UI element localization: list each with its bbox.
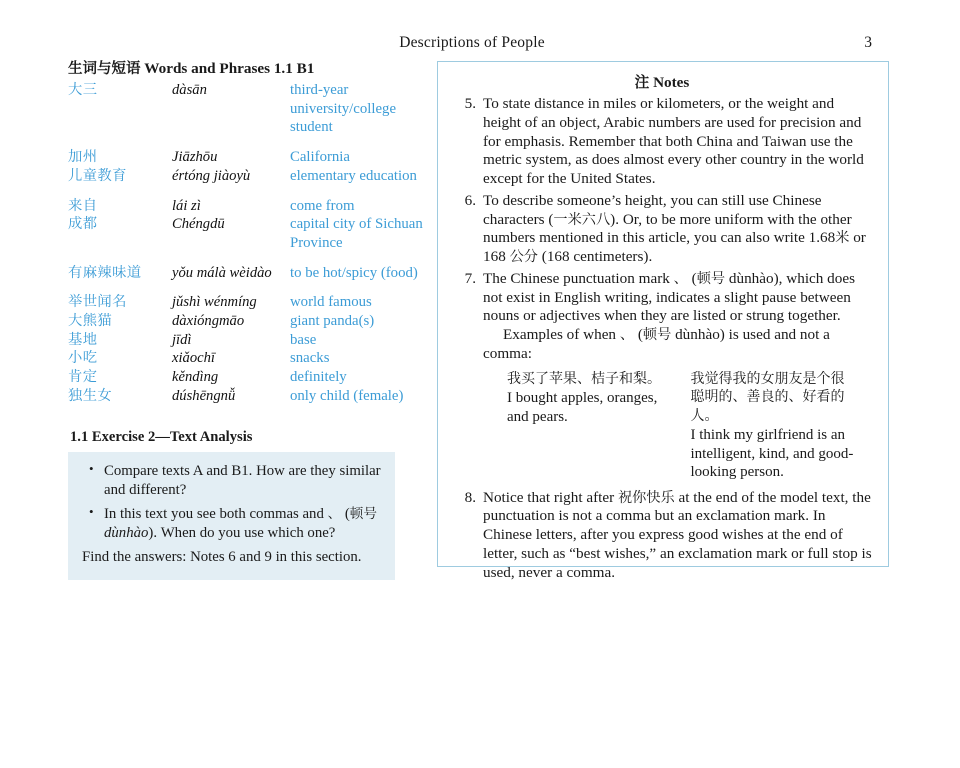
vocabulary-table-body (68, 81, 423, 406)
running-title: Descriptions of People (399, 34, 545, 51)
vocabulary-cell-english: world famous (290, 294, 372, 311)
note-text: dùnhào) is used and not a comma: (483, 326, 830, 362)
vocabulary-cell-english: snacks (290, 350, 330, 367)
vocabulary-row (68, 253, 423, 283)
vocabulary-cell-pinyin: dàxióngmāo (172, 313, 245, 330)
vocabulary-cell-pinyin: xiǎochī (172, 350, 215, 367)
vocabulary-row (68, 312, 423, 331)
vocabulary-row (68, 282, 423, 312)
exercise-bullet-list (82, 462, 381, 544)
note-cjk-text: 公分 (509, 249, 538, 266)
vocabulary-row (68, 137, 423, 167)
exercise-heading: 1.1 Exercise 2—Text Analysis (70, 428, 253, 445)
note-text: To describe someone’s height, you can still use Chinese characters ( (483, 191, 822, 228)
note-text: (168 centimeters). (537, 248, 653, 266)
note-body (483, 192, 866, 265)
note-number: 6. (464, 191, 476, 209)
vocabulary-row (68, 387, 423, 406)
vocabulary-cell-hanzi: 独生女 (68, 387, 113, 404)
note-item (450, 95, 874, 189)
vocabulary-cell-english: come from (290, 197, 355, 214)
dunhao-mark-icon: 、 (327, 506, 342, 523)
vocabulary-cell-hanzi: 基地 (68, 331, 98, 348)
exercise-bullet-2-part2: ( (341, 506, 350, 523)
vocabulary-cell-english: giant panda(s) (290, 313, 375, 330)
vocabulary-row (68, 331, 423, 350)
exercise-bullet-2-cjk: 顿号 (349, 506, 377, 523)
vocabulary-cell-pinyin: Chéngdū (172, 216, 225, 233)
example-pair (691, 370, 875, 482)
notes-title (450, 71, 874, 92)
note-number: 7. (464, 269, 476, 287)
note-cjk-text: 米 (835, 230, 850, 247)
vocabulary-cell-hanzi: 举世闻名 (68, 294, 127, 311)
vocabulary-cell-english: capital city of Sichuan Province (290, 216, 423, 251)
note-cjk-text: 顿号 (642, 327, 672, 344)
vocabulary-cell-hanzi: 肯定 (68, 369, 98, 386)
vocabulary-cell-pinyin: jǔshì wénmíng (172, 294, 257, 311)
note-text: or 168 (483, 229, 866, 266)
note-item (450, 489, 874, 583)
vocabulary-cell-english: third-year university/college student (290, 82, 397, 136)
note-cjk-text: 一米六八 (553, 211, 611, 228)
exercise-bullet-2-part1: In this text you see both commas and (104, 506, 328, 523)
vocabulary-cell-hanzi: 成都 (68, 216, 98, 233)
notes-title-cjk: 注 (634, 74, 650, 91)
vocabulary-cell-pinyin: jīdì (172, 331, 192, 348)
notes-title-en: Notes (649, 74, 690, 91)
exercise-box (68, 452, 395, 580)
notes-box (437, 61, 889, 581)
vocabulary-cell-pinyin: kěndìng (172, 369, 219, 386)
note-number: 8. (464, 488, 476, 506)
note-cjk-text: 、 (619, 327, 635, 344)
vocabulary-cell-pinyin: értóng jiàoyù (172, 167, 251, 184)
exercise-bullet-1 (104, 462, 381, 500)
notes-list (450, 95, 874, 583)
note-item (450, 270, 874, 482)
left-column (68, 57, 423, 580)
note-cjk-text: 顿号 (696, 270, 726, 287)
vocabulary-heading-en: Words and Phrases 1.1 B1 (140, 60, 315, 77)
vocabulary-table (68, 81, 423, 406)
vocabulary-cell-pinyin: dúshēngnǚ (172, 387, 236, 404)
vocabulary-row (68, 215, 423, 252)
vocabulary-cell-hanzi: 小吃 (68, 350, 98, 367)
vocabulary-cell-pinyin: yǒu málà wèidào (172, 264, 272, 281)
note-text: ). Or, to be more uniform with the other numbers mentioned in this article, you can also write 1.68 (483, 210, 852, 247)
example-english: I think my girlfriend is an intelligent, kind, and good-looking person. (690, 427, 854, 481)
exercise-bullet-2-pinyin: dùnhào (104, 525, 149, 542)
note-text: Examples of when (503, 326, 620, 344)
vocabulary-cell-pinyin: Jiāzhōu (172, 149, 218, 166)
note-number: 5. (464, 95, 476, 112)
vocabulary-row (68, 167, 423, 186)
vocabulary-cell-hanzi: 大三 (68, 82, 98, 98)
vocabulary-cell-hanzi: 大熊猫 (68, 313, 113, 330)
vocabulary-cell-english: only child (female) (290, 387, 404, 404)
example-chinese: 我觉得我的女朋友是个很聪明的、善良的、好看的人。 (690, 370, 845, 424)
vocabulary-row (68, 81, 423, 137)
exercise-bullet-2 (104, 505, 381, 543)
example-english: I bought apples, oranges, and pears. (507, 390, 658, 425)
vocabulary-heading (68, 57, 423, 78)
vocabulary-cell-english: California (290, 149, 350, 166)
note-item (450, 192, 874, 267)
example-pair (507, 370, 691, 482)
page-number: 3 (864, 34, 872, 51)
note-text: ( (634, 326, 643, 344)
vocabulary-cell-pinyin: dàsān (172, 82, 207, 98)
note-subparagraph (483, 326, 874, 364)
note-cjk-text: 祝你快乐 (617, 489, 675, 506)
examples-block (483, 370, 874, 482)
note-text: dùnhào), which does not exist in English writing, indicates a slight pause between nouns or adjectives when they are listed or strung together. (483, 269, 856, 325)
example-chinese: 我买了苹果、桔子和梨。 (507, 370, 661, 387)
vocabulary-heading-cjk: 生词与短语 (68, 61, 141, 77)
vocabulary-cell-english: elementary education (290, 167, 417, 184)
vocabulary-row (68, 368, 423, 387)
note-text: at the end of the model text, the punctuation is not a comma but an exclamation mark. In Chinese letters, after you express good wishes at the end of letter, such as “best wishes,” an exclamation mark or full stop is used, never a comma. (483, 488, 872, 581)
note-cjk-text: 、 (673, 270, 688, 287)
vocabulary-row (68, 186, 423, 216)
vocabulary-cell-english: to be hot/spicy (food) (290, 264, 418, 281)
exercise-closing-text: Find the answers: Notes 6 and 9 in this section. (82, 549, 362, 566)
note-body (483, 489, 872, 581)
vocabulary-cell-english: base (290, 331, 317, 348)
note-body (483, 270, 855, 325)
vocabulary-cell-hanzi: 来自 (68, 197, 98, 214)
vocabulary-cell-pinyin: lái zì (172, 197, 201, 214)
note-body: To state distance in miles or kilometers, or the weight and height of an object, Arabic numbers are used for precision and for emphasis. Remember that both China and Taiwan use the metric system, as does almost every other country in the world except for the United States. (483, 95, 864, 188)
vocabulary-cell-hanzi: 有麻辣味道 (68, 264, 142, 281)
note-text: ( (687, 269, 697, 287)
vocabulary-cell-english: definitely (290, 369, 347, 386)
note-text: The Chinese punctuation mark (483, 269, 674, 287)
vocabulary-row (68, 349, 423, 368)
vocabulary-cell-hanzi: 加州 (68, 149, 98, 166)
note-text: Notice that right after (483, 488, 618, 506)
vocabulary-cell-hanzi: 儿童教育 (68, 167, 127, 184)
page-header (72, 34, 872, 54)
exercise-bullet-2-part3: ). When do you use which one? (148, 525, 336, 542)
exercise-bullet-1-text: Compare texts A and B1. How are they similar and different? (104, 462, 381, 498)
